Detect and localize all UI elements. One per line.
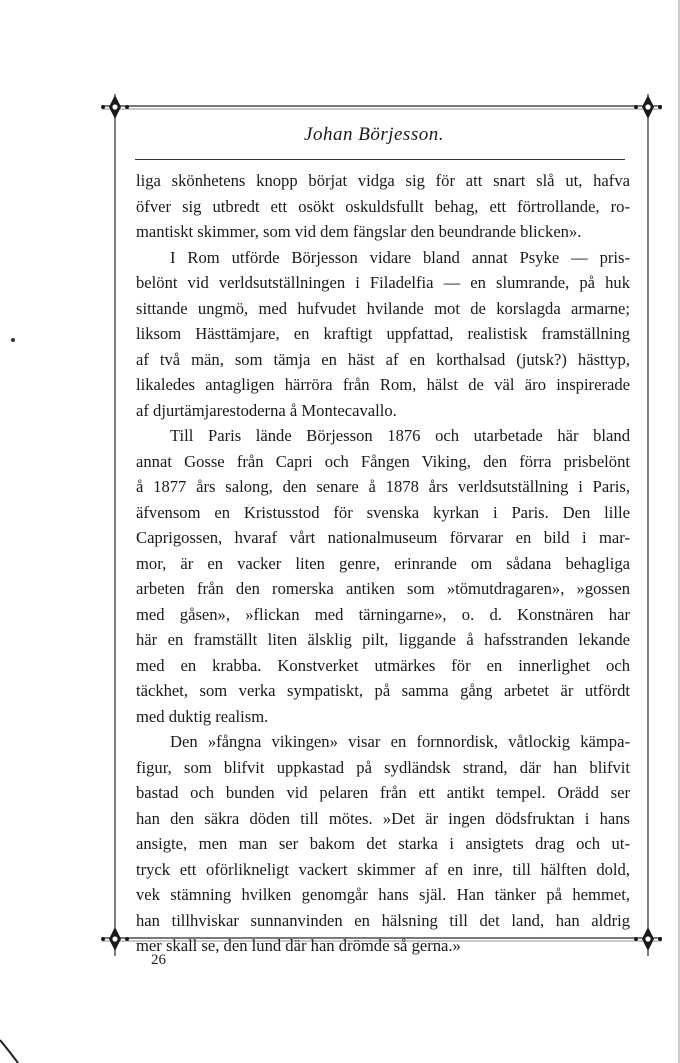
text-line: I Rom utförde Börjesson vidare bland annat Psyke — pris- [170, 247, 630, 267]
text-line: mor, är en vacker liten genre, erinrande om sådana behagliga [136, 553, 630, 573]
ornament-top-left [101, 95, 129, 119]
text-line: belönt vid verldsutställningen i Filadelfia — en slumrande, på huk [136, 273, 630, 292]
text-line: liksom Hästtämjare, en kraftigt uppfattad, realistisk framställning [136, 324, 630, 343]
scan-speck [11, 338, 15, 342]
text-line: liga skönhetens knopp börjat vidga sig för att snart slå ut, hafva [136, 171, 630, 190]
paragraph [136, 423, 630, 729]
text-line: öfver sig utbredt ett osökt oskuldsfullt behag, ett förtrollande, ro- [136, 196, 630, 216]
text-line: arbeten från den romerska antiken som »tömutdragaren», »gossen [136, 579, 630, 598]
page-number: 26 [151, 952, 166, 968]
text-line: sittande ungmö, med hufvudet hvilande mot de korslagda armarne; [136, 298, 630, 318]
text-line: Den »fångna vikingen» visar en fornnordisk, våtlockig kämpa- [170, 732, 630, 751]
body-text [136, 168, 630, 959]
text-line: likaledes antagligen härröra från Rom, hälst de väl äro inspirerade [136, 375, 630, 394]
text-line: täckhet, som verka sympatiskt, på samma gång arbetet är utfördt [136, 681, 630, 700]
text-line: han tillhviskar sunnanvinden en hälsning till det land, han aldrig [136, 910, 630, 930]
text-line: figur, som blifvit uppkastad på sydländsk strand, där han blifvit [136, 757, 630, 777]
text-line: tryck ett oförlikneligt vackert skimmer af en inre, till hälften dold, [136, 859, 630, 879]
running-head: Johan Börjesson. [304, 124, 444, 145]
ornament-bottom-right [634, 927, 662, 951]
text-line: bastad och bunden vid pelaren från ett antikt tempel. Orädd ser [136, 783, 630, 802]
text-line: här en framställt liten älsklig pilt, liggande å hafsstranden lekande [136, 630, 630, 649]
text-line: med gåsen», »flickan med tärningarne», o. d. Konstnären har [136, 604, 630, 624]
ornament-bottom-left [101, 927, 129, 951]
header-rule [135, 159, 625, 160]
text-line: Caprigossen, hvaraf vårt nationalmuseum förvarar en bild i mar- [136, 528, 630, 547]
text-line: Till Paris lände Börjesson 1876 och utarbetade här bland [170, 426, 630, 445]
paragraph [136, 729, 630, 959]
text-line: annat Gosse från Capri och Fången Viking, den förra prisbelönt [136, 451, 630, 471]
text-line: med duktig realism. [136, 706, 269, 726]
text-line: af två män, som tämja en häst af en korthalsad (jutsk?) hästtyp, [136, 349, 630, 369]
paragraph [136, 168, 630, 245]
paragraph [136, 245, 630, 424]
text-line: vek stämning hvilken genomgår hans själ. Han tänker på hemmet, [136, 885, 630, 904]
text-line: af djurtämjarestoderna å Montecavallo. [136, 400, 397, 420]
text-line: mantiskt skimmer, som vid dem fängslar den beundrande blicken». [136, 222, 582, 241]
text-line: å 1877 års salong, den senare å 1878 års verldsutställning i Paris, [136, 477, 630, 496]
text-line: han den säkra döden till mötes. »Det är ingen dödsfruktan i hans [136, 808, 630, 828]
text-line: mer skall se, den lund där han drömde så gerna.» [136, 936, 461, 955]
text-line: med en krabba. Konstverket utmärkes för en innerlighet och [136, 655, 630, 675]
scan-edge-mark [0, 1040, 18, 1063]
text-line: ansigte, men man ser bakom det starka i ansigtets drag och ut- [136, 834, 630, 853]
ornament-top-right [634, 95, 662, 119]
text-line: äfvensom en Kristusstod för svenska kyrkan i Paris. Den lille [136, 502, 630, 522]
